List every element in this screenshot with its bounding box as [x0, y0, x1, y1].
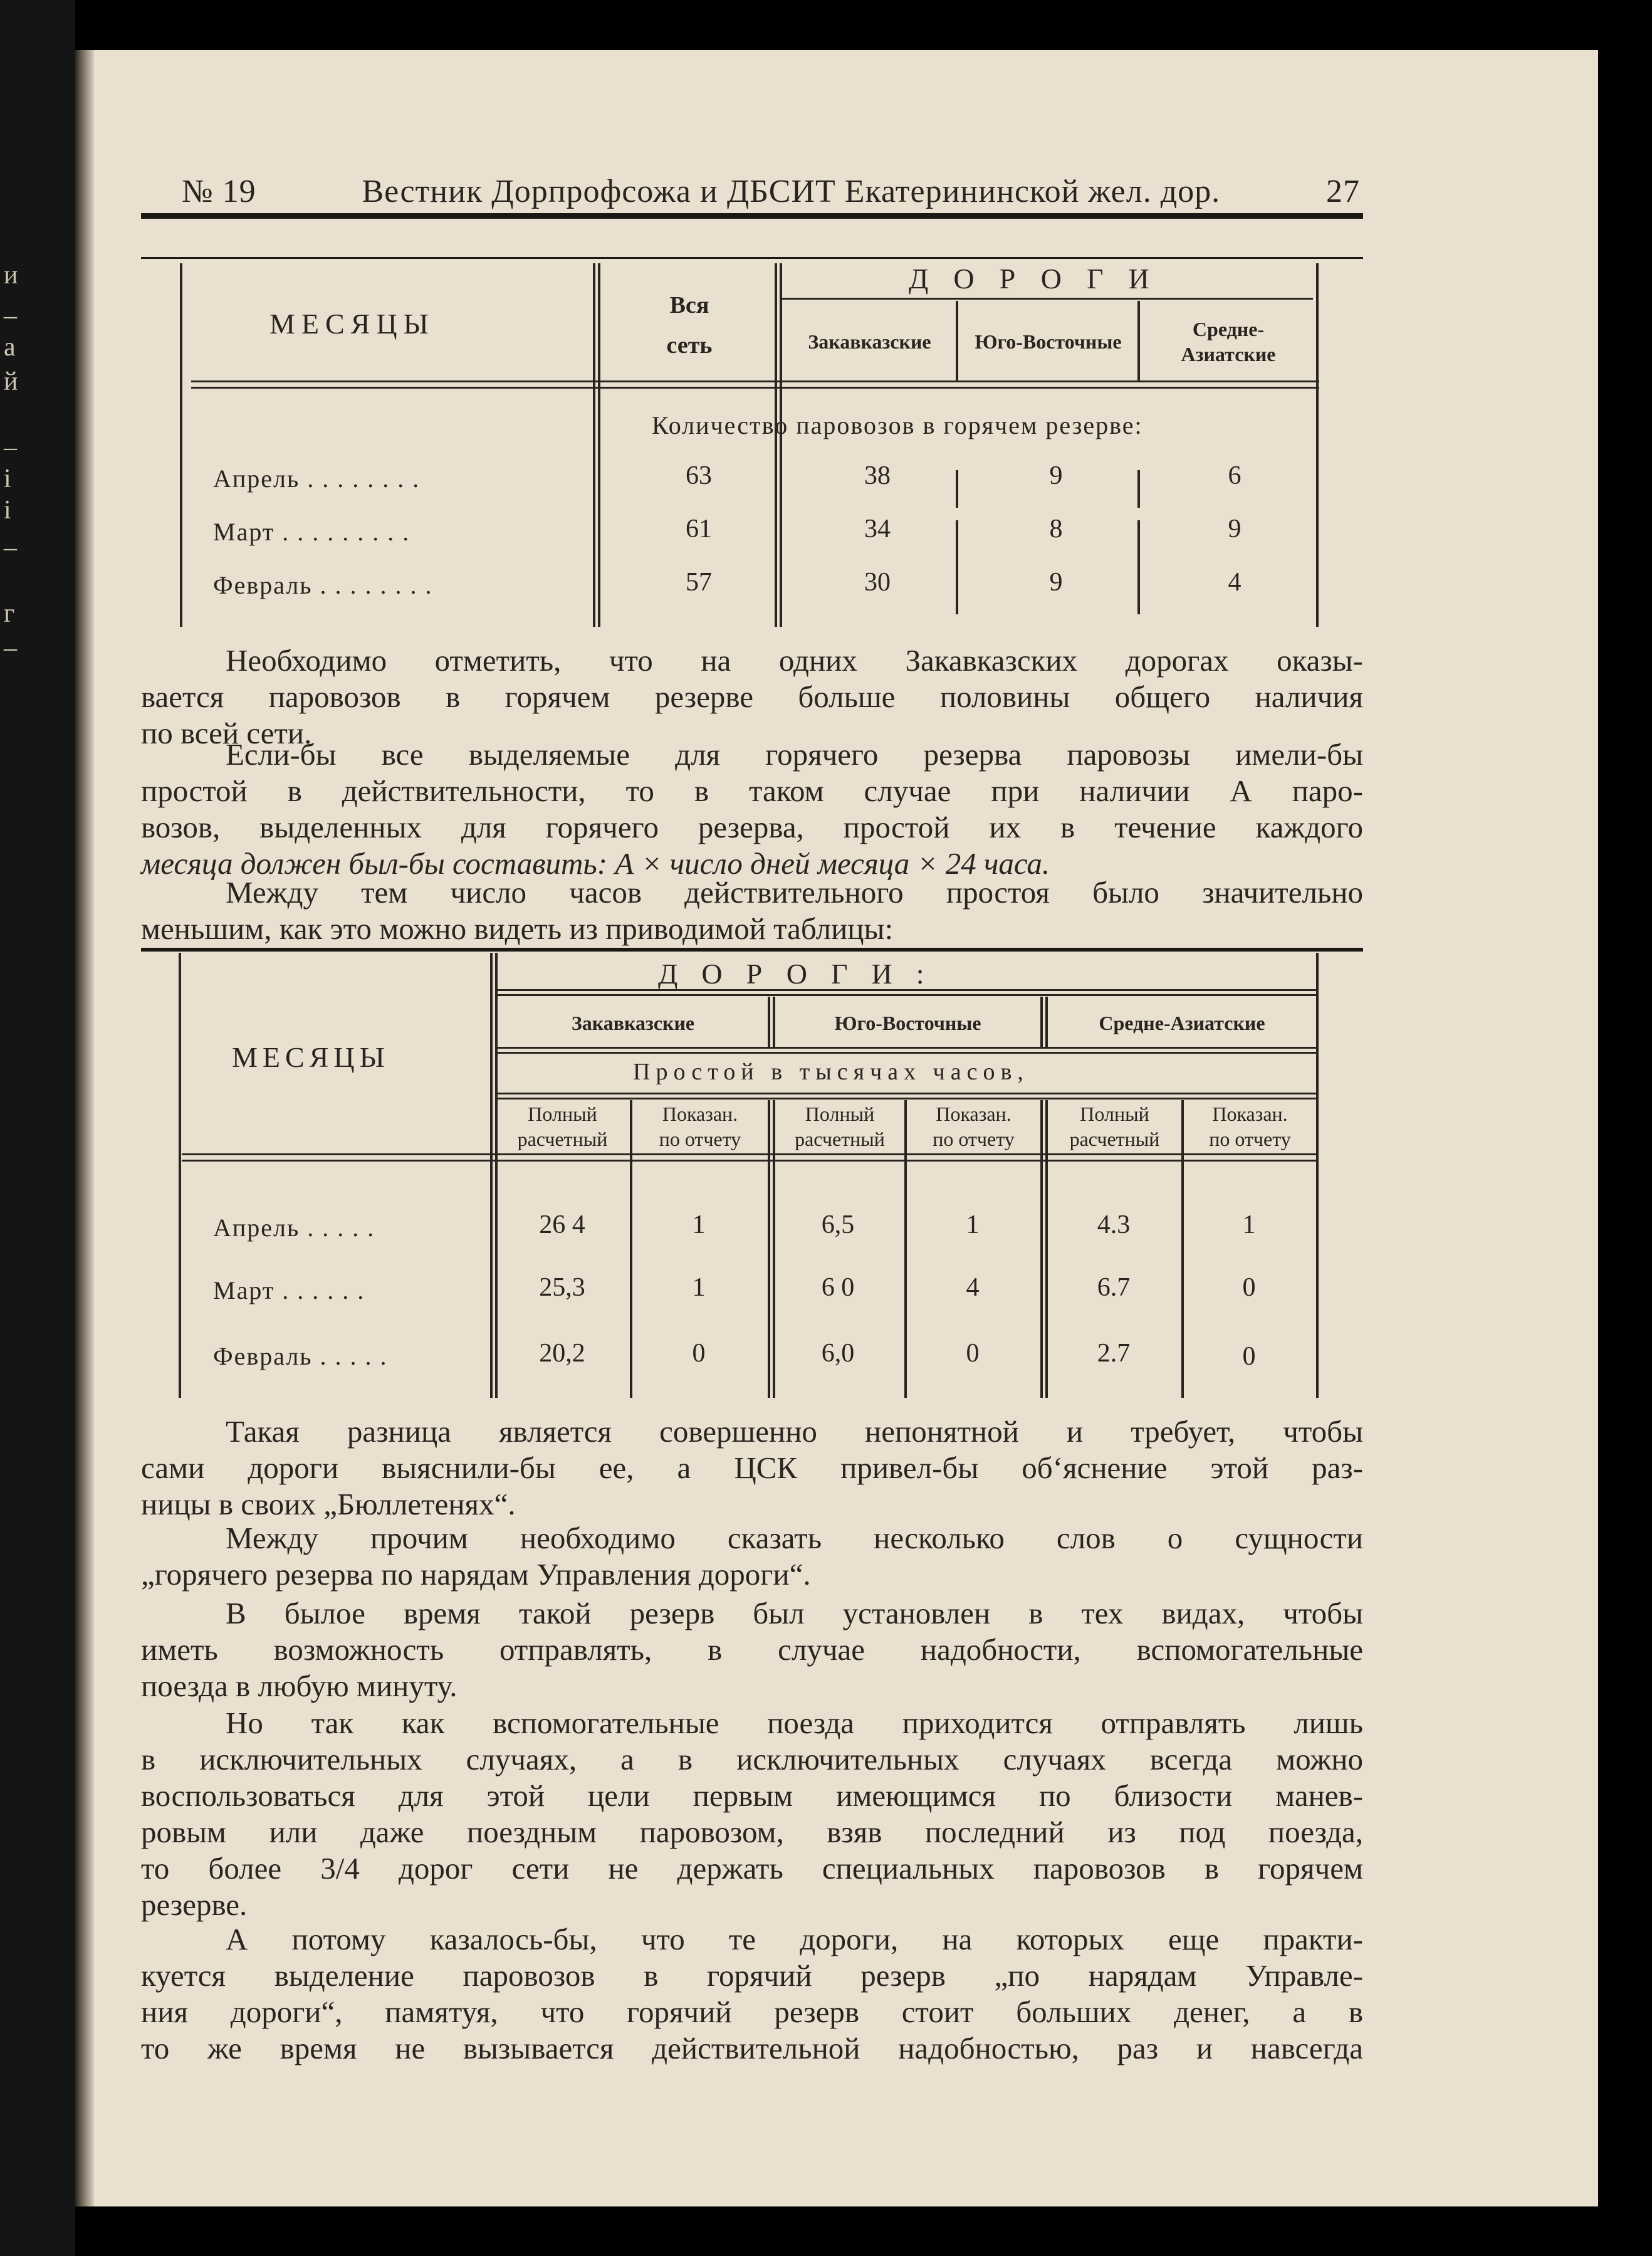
cell-value: 4 [966, 1273, 980, 1302]
cell-value: 20,2 [539, 1339, 585, 1368]
row-month: Апрель . . . . . . . . [213, 464, 421, 493]
cell-value: 34 [864, 515, 891, 543]
table2-roads-header: ДОРОГИ: [658, 958, 948, 990]
table2-subheader-full: Полный расчетный [517, 1103, 608, 1150]
header-rule [141, 213, 1363, 219]
margin-fragment: і [4, 464, 11, 493]
cell-value: 4 [1228, 568, 1242, 597]
paragraph-7: Но так как вспомогательные поезда приходится отправлять лишь в исключительных случаях, а в исключительных случаях всегда можно воспользоваться для этой цели первым имеющимся по близости манев- ровым или даже поездным паровозом, взяв последний из под поезда, то более 3/4 дорог сети не держать специальных паровозов в горячем резерве. [141, 1706, 1363, 1922]
cell-value: 0 [966, 1339, 980, 1368]
row-month: Февраль . . . . . . . . [213, 571, 433, 599]
table2-road-sredne-aziatskie: Средне-Азиатские [1099, 1012, 1265, 1034]
table2-road-yugo-vostochnye: Юго-Восточные [834, 1012, 981, 1034]
cell-value: 38 [864, 461, 891, 490]
paragraph-5: Между прочим необходимо сказать несколько слов о сущности „горячего резерва по нарядам Управления дороги“. [141, 1521, 1363, 1592]
cell-value: 6,5 [821, 1210, 855, 1239]
margin-fragment: – [4, 533, 17, 562]
paragraph-3: Между тем число часов действительного простоя было значительно меньшим, как это можно видеть из приводимой таблицы: [141, 875, 1363, 946]
table2-subheader-reported: Показан. по отчету [933, 1103, 1015, 1150]
table1-caption: Количество паровозов в горячем резерве: [652, 411, 1143, 439]
cell-value: 25,3 [539, 1273, 585, 1302]
paragraph-2: Если-бы все выделяемые для горячего резерва паровозы имели-бы простой в действительности, то в таком случае при наличии А паро- возов, выделенных для горячего резерва, простой их в течение каждого месяца должен был-бы составить: А × число дней месяца × 24 часа. [141, 737, 1363, 881]
table2-months-header: МЕСЯЦЫ [232, 1041, 390, 1073]
cell-value: 0 [1242, 1342, 1256, 1371]
cell-value: 26 4 [539, 1210, 585, 1239]
row-month: Апрель . . . . . [213, 1214, 375, 1242]
cell-value: 1 [692, 1210, 706, 1239]
table1-roads-header: ДОРОГИ [909, 263, 1174, 295]
table1-months-header: МЕСЯЦЫ [269, 308, 435, 340]
row-month: Март . . . . . . [213, 1276, 365, 1304]
table2-subheader-full: Полный расчетный [1069, 1103, 1160, 1150]
cell-value: 8 [1049, 515, 1063, 543]
row-month: Февраль . . . . . [213, 1342, 388, 1370]
paragraph-8: А потому казалось-бы, что те дороги, на которых еще практи- куется выделение паровозов в горячий резерв „по нарядам Управле- ния дороги“, памятуя, что горячий резерв стоит больших денег, а в то же время не вызывается действительной надобностью, раз и навсегда [141, 1922, 1363, 2065]
margin-fragment: – [4, 634, 17, 663]
table2-subgroup-caption: Простой в тысячах часов, [633, 1059, 1029, 1085]
cell-value: 57 [686, 568, 712, 597]
cell-value: 0 [692, 1339, 706, 1368]
cell-value: 9 [1049, 568, 1063, 597]
row-month: Март . . . . . . . . . [213, 518, 410, 546]
cell-value: 2.7 [1097, 1339, 1131, 1368]
table1-road-zakavkazskie: Закавказские [808, 330, 931, 353]
page-number: 27 [1325, 174, 1360, 209]
paragraph-1: Необходимо отметить, что на одних Закавказских дорогах оказы- вается паровозов в горячем резерве больше половины общего наличия по всей сети. [141, 643, 1363, 750]
cell-value: 63 [686, 461, 712, 490]
cell-value: 6 [1228, 461, 1242, 490]
page-spine [75, 50, 94, 2206]
margin-fragment: а [4, 333, 16, 362]
cell-value: 6.7 [1097, 1273, 1131, 1302]
table2-road-zakavkazskie: Закавказские [571, 1012, 695, 1034]
table1-road-yugo-vostochnye: Юго-Восточные [975, 330, 1122, 353]
cell-value: 1 [692, 1273, 706, 1302]
paragraph-6: В былое время такой резерв был установлен в тех видах, чтобы иметь возможность отправлять, в случае надобности, вспомогательные поезда в любую минуту. [141, 1596, 1363, 1703]
issue-number: № 19 [182, 174, 256, 209]
cell-value: 30 [864, 568, 891, 597]
cell-value: 6,0 [821, 1339, 855, 1368]
cell-value: 61 [686, 515, 712, 543]
paragraph-4: Такая разница является совершенно непонятной и требует, чтобы сами дороги выяснили-бы ее, а ЦСК привел-бы об‘яснение этой раз- ницы в своих „Бюллетенях“. [141, 1414, 1363, 1521]
cell-value: 9 [1049, 461, 1063, 490]
journal-title: Вестник Дорпрофсожа и ДБСИТ Екатерининской жел. дор. [362, 174, 1221, 209]
cell-value: 1 [966, 1210, 980, 1239]
cell-value: 4.3 [1097, 1210, 1131, 1239]
cell-value: 9 [1228, 515, 1242, 543]
table2-subheader-full: Полный расчетный [795, 1103, 885, 1150]
table2-subheader-reported: Показан. по отчету [1209, 1103, 1291, 1150]
left-margin-strip [0, 0, 75, 2256]
margin-fragment: – [4, 433, 17, 462]
table2-subheader-reported: Показан. по отчету [659, 1103, 741, 1150]
cell-value: 1 [1242, 1210, 1256, 1239]
table1-all-network-header: Вся сеть [666, 292, 713, 359]
table1-road-sredne-aziatskie: Средне- Азиатские [1181, 318, 1276, 365]
margin-fragment: и [4, 261, 18, 290]
cell-value: 6 0 [821, 1273, 855, 1302]
cell-value: 0 [1242, 1273, 1256, 1302]
margin-fragment: – [4, 302, 17, 330]
margin-fragment: г [4, 599, 15, 628]
margin-fragment: й [4, 367, 18, 396]
running-header [182, 166, 1360, 210]
margin-fragment: і [4, 496, 11, 525]
